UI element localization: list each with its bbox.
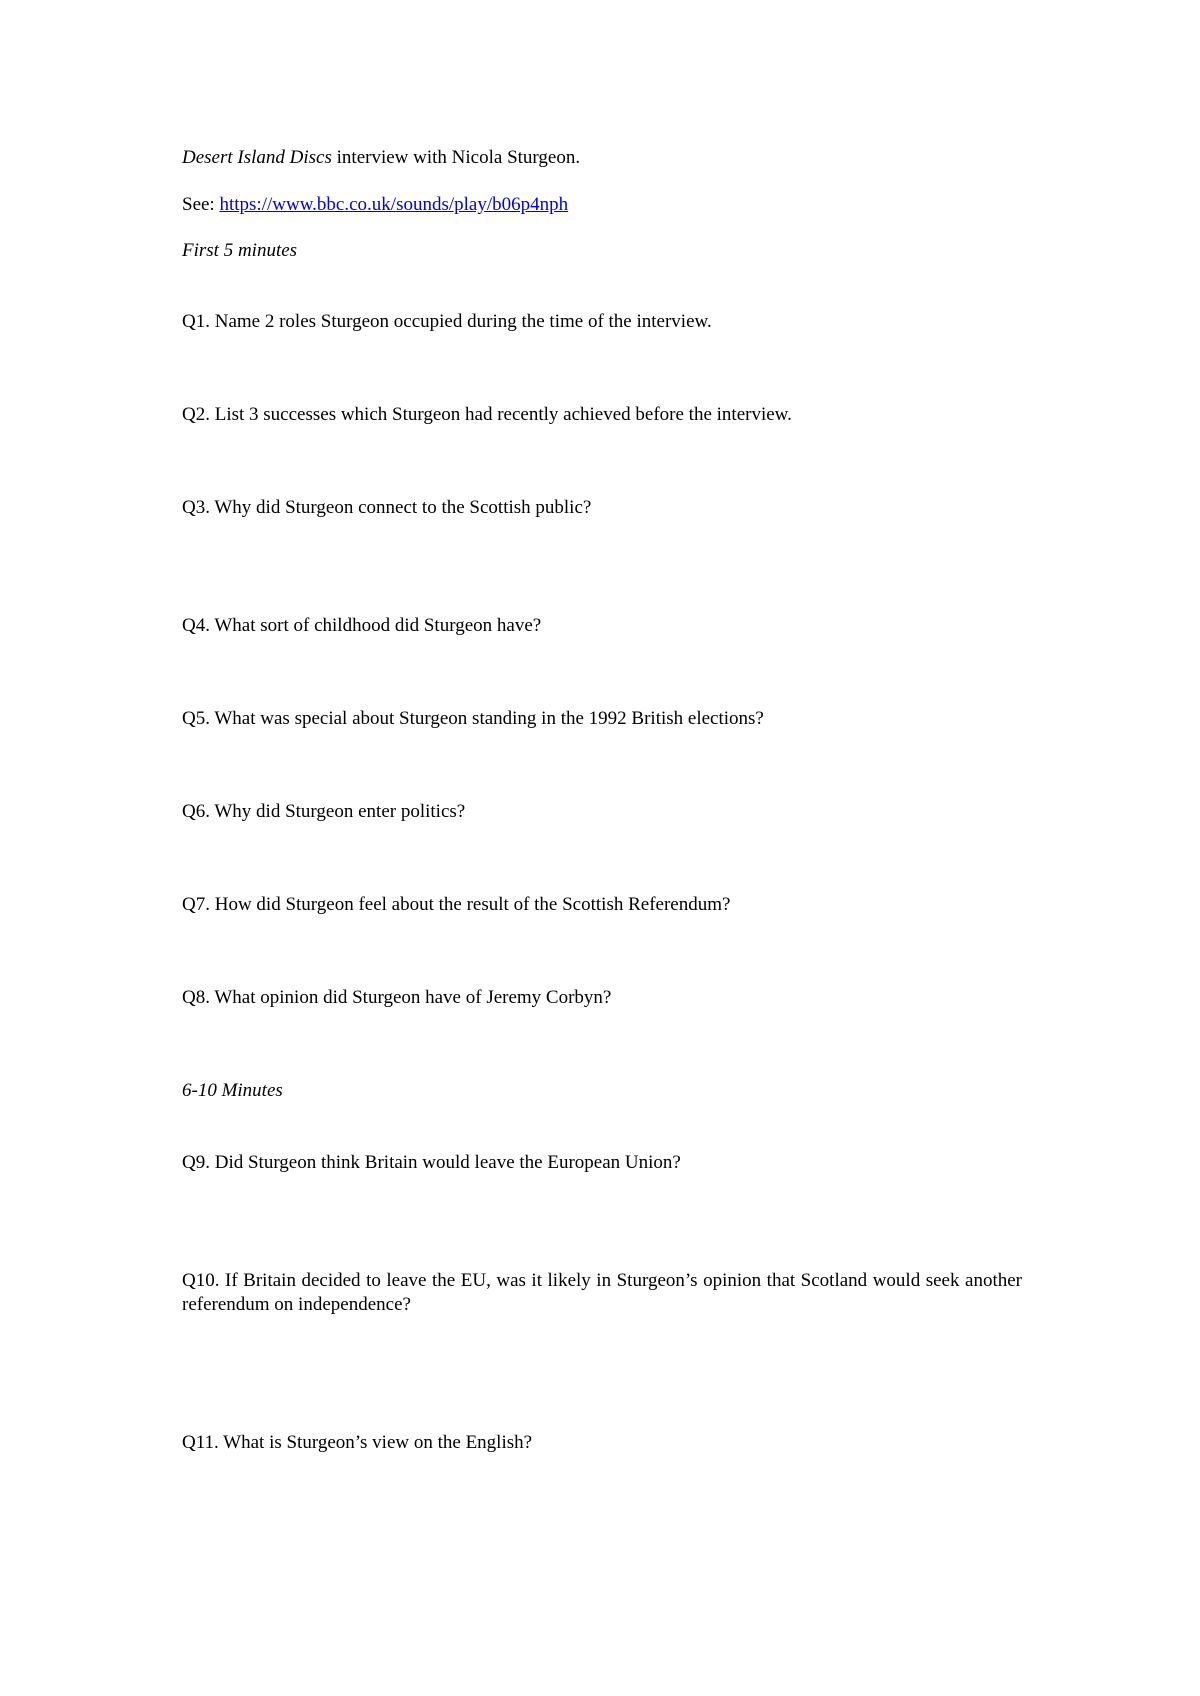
source-line [182, 193, 568, 217]
question-9: Q9. Did Sturgeon think Britain would leave the European Union? [182, 1152, 681, 1173]
question-8: Q8. What opinion did Sturgeon have of Jeremy Corbyn? [182, 987, 612, 1008]
question-2: Q2. List 3 successes which Sturgeon had recently achieved before the interview. [182, 404, 792, 425]
document-title [182, 146, 580, 170]
question-11: Q11. What is Sturgeon’s view on the English? [182, 1432, 533, 1453]
bbc-sounds-link[interactable]: https://www.bbc.co.uk/sounds/play/b06p4nph [219, 194, 569, 215]
programme-name: Desert Island Discs [182, 147, 332, 168]
question-1: Q1. Name 2 roles Sturgeon occupied during the time of the interview. [182, 311, 712, 332]
question-10: Q10. If Britain decided to leave the EU, was it likely in Sturgeon’s opinion that Scotland would seek another referendum on independence? [182, 1270, 1022, 1315]
question-5: Q5. What was special about Sturgeon standing in the 1992 British elections? [182, 708, 764, 729]
title-rest: interview with Nicola Sturgeon. [331, 147, 581, 168]
section-heading-first: First 5 minutes [182, 240, 298, 261]
see-label: See: [182, 194, 220, 215]
question-6: Q6. Why did Sturgeon enter politics? [182, 801, 466, 822]
question-4: Q4. What sort of childhood did Sturgeon have? [182, 615, 542, 636]
question-7: Q7. How did Sturgeon feel about the result of the Scottish Referendum? [182, 894, 731, 915]
question-3: Q3. Why did Sturgeon connect to the Scottish public? [182, 497, 592, 518]
section-heading-second: 6-10 Minutes [182, 1080, 283, 1101]
